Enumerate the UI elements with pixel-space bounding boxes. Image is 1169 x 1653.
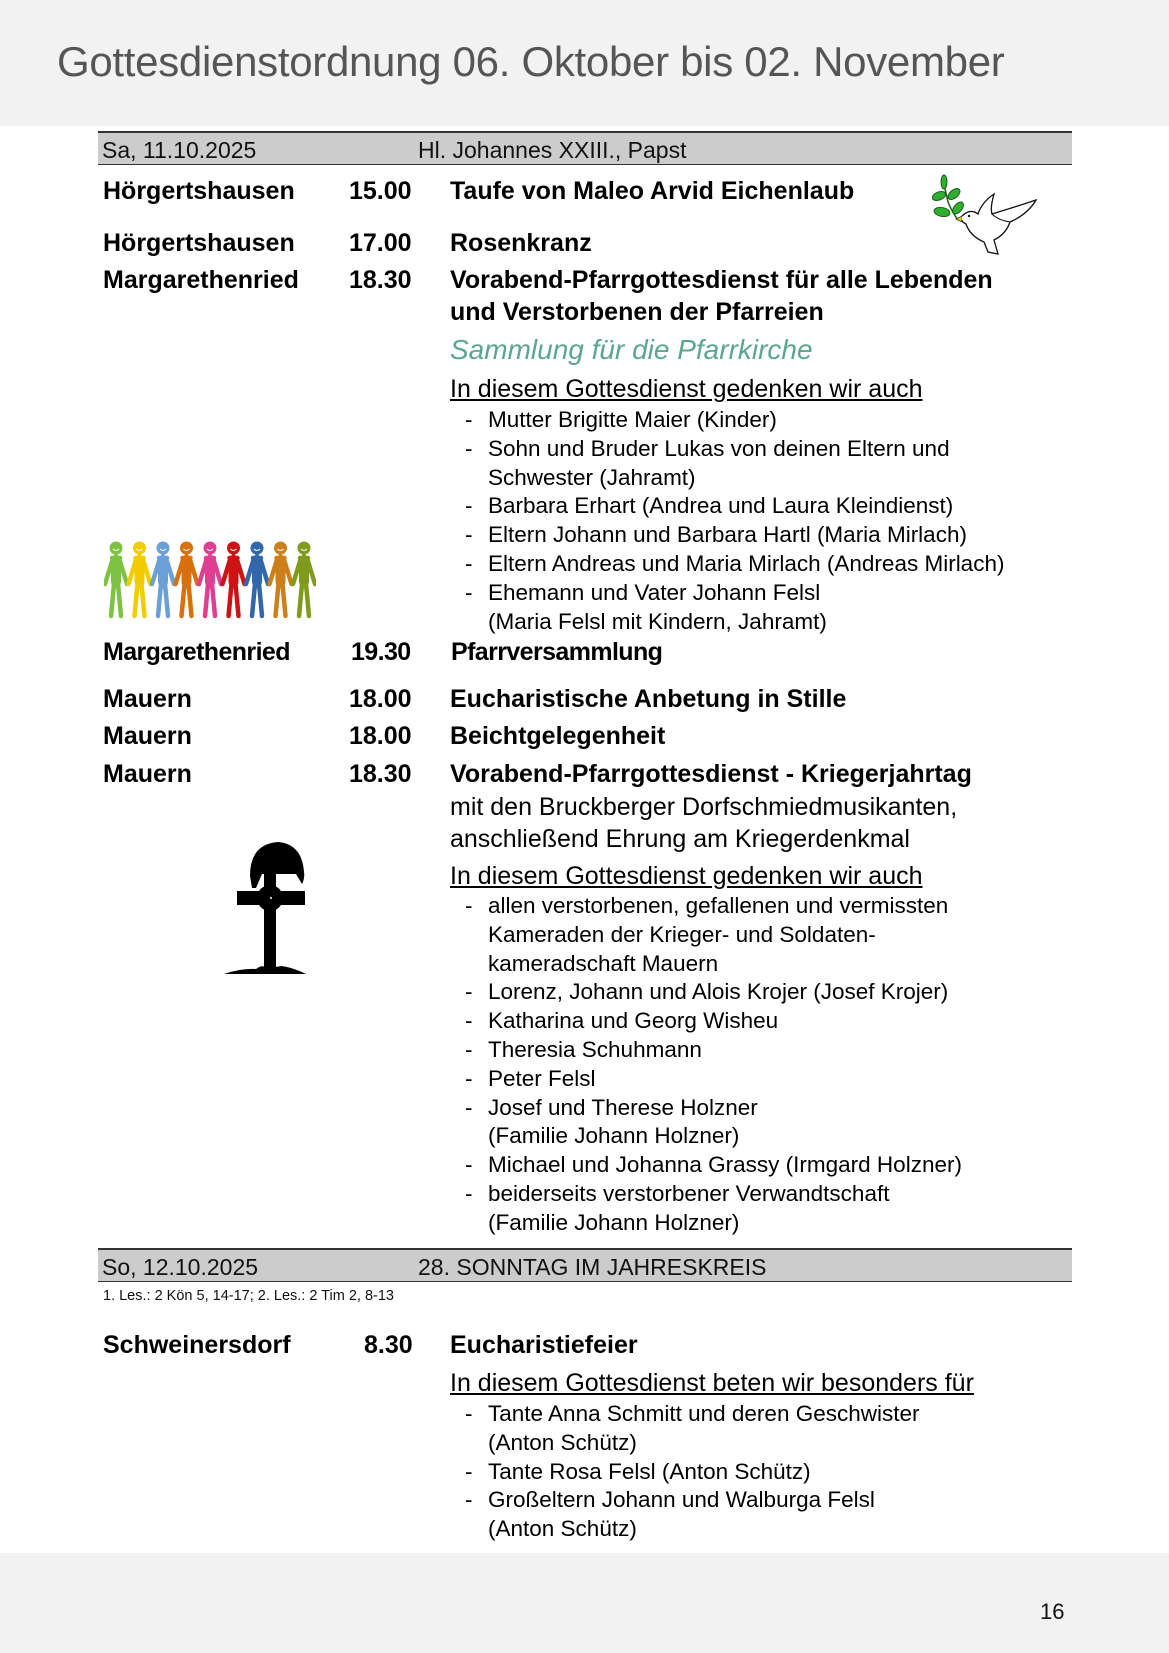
day-feast: 28. SONNTAG IM JAHRESKREIS [418,1254,767,1280]
memorial-item: - beiderseits verstorbener Verwandtschaft (Familie Johann Holzner) [463,1180,962,1238]
service-title: Rosenkranz [450,229,592,257]
day-date: Sa, 11.10.2025 [102,137,257,163]
service-title: Vorabend-Pfarrgottesdienst für alle Lebenden [450,266,993,294]
person-figure [199,542,221,617]
memorial-item: - Theresia Schuhmann [463,1036,962,1065]
service-time: 19.30 [351,638,411,666]
page-title: Gottesdienstordnung 06. Oktober bis 02. November [57,38,1005,85]
service-place: Mauern [103,722,192,750]
page-header [0,0,1169,126]
person-figure [246,542,268,617]
prayer-item: - Tante Rosa Felsl (Anton Schütz) [463,1458,920,1487]
service-place: Margarethenried [103,638,290,666]
day-feast: Hl. Johannes XXIII., Papst [418,137,687,163]
memorial-heading: In diesem Gottesdienst gedenken wir auch [450,862,923,890]
prayer-list [463,1400,920,1544]
memorial-item: - Sohn und Bruder Lukas von deinen Eltern und Schwester (Jahramt) [463,435,1004,493]
memorial-item: - Eltern Johann und Barbara Hartl (Maria Mirlach) [463,521,1004,550]
memorial-list [463,406,1004,636]
day-header [98,1248,1072,1282]
memorial-item: - Josef und Therese Holzner (Familie Johann Holzner) [463,1094,962,1152]
person-figure [152,542,174,617]
collection-note: Sammlung für die Pfarrkirche [450,334,813,365]
service-time: 17.00 [349,229,412,257]
day-date: So, 12.10.2025 [102,1254,259,1280]
service-detail: mit den Bruckberger Dorfschmiedmusikanten, [450,793,958,821]
memorial-item: - Michael und Johanna Grassy (Irmgard Holzner) [463,1151,962,1180]
readings: 1. Les.: 2 Kön 5, 14-17; 2. Les.: 2 Tim 2, 8-13 [103,1288,394,1304]
page-footer [0,1553,1169,1653]
memorial-list [463,892,962,1238]
service-title-line-2: und Verstorbenen der Pfarreien [450,298,824,326]
memorial-item: - Eltern Andreas und Maria Mirlach (Andreas Mirlach) [463,550,1004,579]
service-time: 18.00 [349,722,412,750]
memorial-item: - Lorenz, Johann und Alois Krojer (Josef Krojer) [463,978,962,1007]
cross-with-helmet-icon [222,838,322,976]
memorial-item: - Mutter Brigitte Maier (Kinder) [463,406,1004,435]
memorial-heading: In diesem Gottesdienst gedenken wir auch [450,375,923,403]
service-place: Schweinersdorf [103,1331,291,1359]
day-header [98,131,1072,165]
service-place: Hörgertshausen [103,229,295,257]
prayer-heading: In diesem Gottesdienst beten wir besonders für [450,1369,974,1397]
service-time: 8.30 [364,1331,413,1359]
prayer-item: - Großeltern Johann und Walburga Felsl (Anton Schütz) [463,1486,920,1544]
service-time: 18.30 [349,760,412,788]
service-detail: anschließend Ehrung am Kriegerdenkmal [450,825,910,853]
prayer-item: - Tante Anna Schmitt und deren Geschwister (Anton Schütz) [463,1400,920,1458]
memorial-item: - allen verstorbenen, gefallenen und vermissten Kameraden der Krieger- und Soldaten- kameradschaft Mauern [463,892,962,978]
person-figure [129,542,151,617]
person-figure [223,542,245,617]
memorial-item: - Ehemann und Vater Johann Felsl (Maria Felsl mit Kindern, Jahramt) [463,579,1004,637]
service-time: 15.00 [349,177,412,205]
service-title: Vorabend-Pfarrgottesdienst - Kriegerjahrtag [450,760,972,788]
memorial-item: - Katharina und Georg Wisheu [463,1007,962,1036]
service-title: Eucharistische Anbetung in Stille [450,685,847,713]
memorial-item: - Peter Felsl [463,1065,962,1094]
dove-with-olive-branch-icon [932,172,1044,262]
service-time: 18.00 [349,685,412,713]
person-figure [176,542,198,617]
people-holding-hands-icon [104,540,316,620]
memorial-item: - Barbara Erhart (Andrea und Laura Kleindienst) [463,492,1004,521]
person-figure [270,542,292,617]
service-place: Mauern [103,760,192,788]
person-figure [293,542,315,617]
service-place: Hörgertshausen [103,177,295,205]
service-title: Beichtgelegenheit [450,722,666,750]
page-number: 16 [1040,1599,1065,1624]
person-figure [105,542,127,617]
service-place: Margarethenried [103,266,299,294]
service-time: 18.30 [349,266,412,294]
service-title: Eucharistiefeier [450,1331,638,1359]
service-place: Mauern [103,685,192,713]
service-title: Pfarrversammlung [451,638,663,666]
service-title: Taufe von Maleo Arvid Eichenlaub [450,177,855,205]
